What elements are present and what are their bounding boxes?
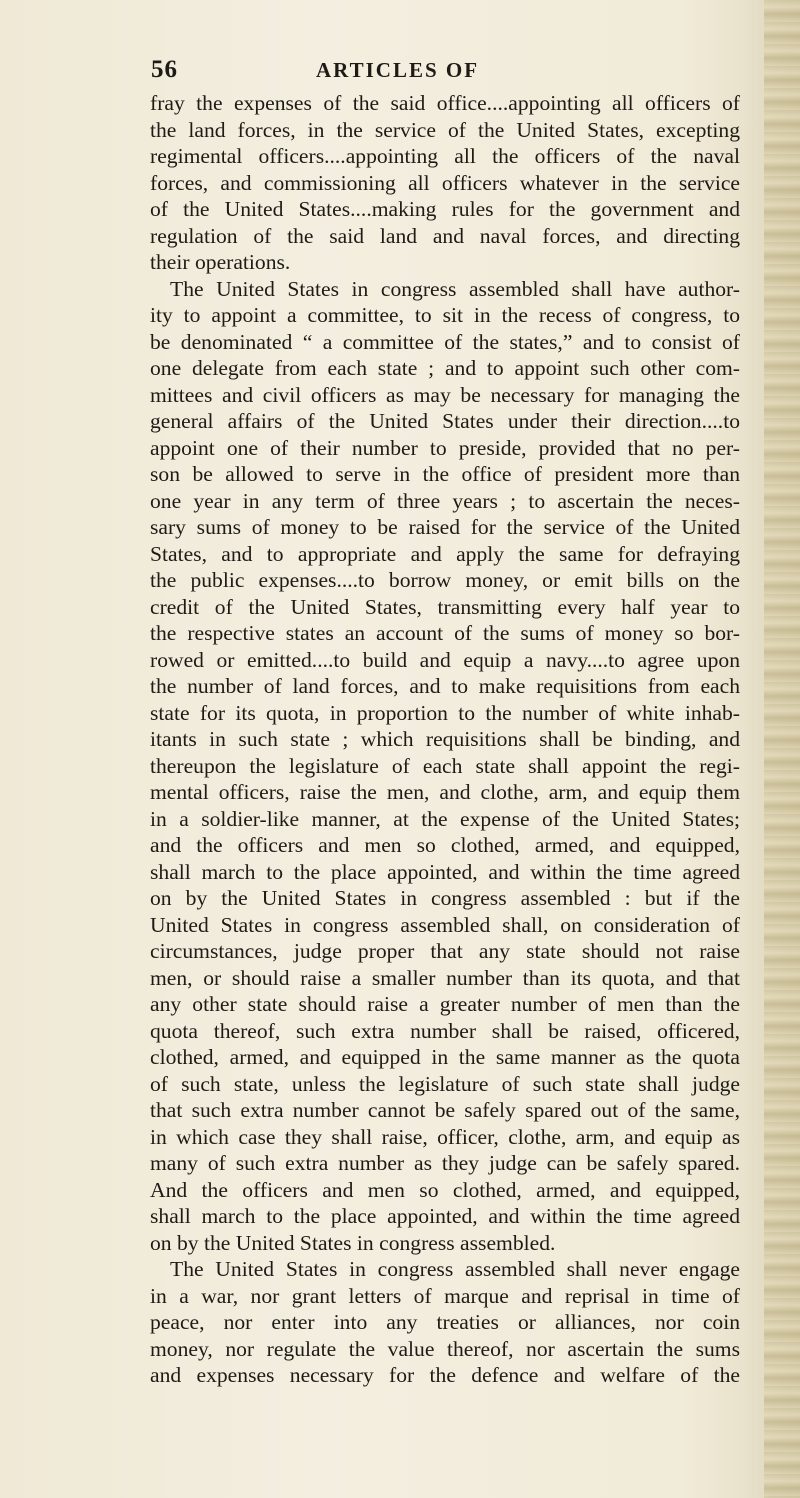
text-line: ity to appoint a committee, to sit in the recess of congress, to bbox=[150, 303, 740, 327]
text-line: the land forces, in the service of the United States, excepting bbox=[150, 117, 740, 142]
text-line: regimental officers....appointing all the officers of the naval bbox=[150, 144, 740, 168]
text-line: any other state should raise a greater number of men than the bbox=[150, 992, 740, 1016]
text-line: men, or should raise a smaller number than its quota, and that bbox=[150, 965, 740, 990]
text-line: States, and to appropriate and apply the same for defraying bbox=[150, 541, 740, 566]
text-line: The United States in congress assembled shall never engage bbox=[170, 1257, 740, 1281]
text-line: shall march to the place appointed, and within the time agreed bbox=[150, 1204, 740, 1228]
text-line: thereupon the legislature of each state shall appoint the regi- bbox=[150, 753, 740, 778]
text-line: general affairs of the United States under their direction....to bbox=[150, 409, 740, 433]
text-line: on by the United States in congress assembled. bbox=[150, 1230, 556, 1255]
text-line: itants in such state ; which requisitions shall be binding, and bbox=[150, 727, 740, 751]
text-line: mental officers, raise the men, and clothe, arm, and equip them bbox=[150, 780, 740, 804]
text-line: one delegate from each state ; and to appoint such other com- bbox=[150, 356, 740, 380]
text-line: United States in congress assembled shall, on consideration of bbox=[150, 912, 740, 937]
text-line: their operations. bbox=[150, 250, 291, 274]
text-line: and the officers and men so clothed, armed, and equipped, bbox=[150, 833, 740, 857]
text-line: many of such extra number as they judge can be safely spared. bbox=[150, 1151, 740, 1175]
text-line: forces, and commissioning all officers whatever in the service bbox=[150, 170, 740, 195]
page-number: 56 bbox=[151, 56, 178, 83]
text-line: state for its quota, in proportion to the number of white inhab- bbox=[150, 700, 740, 725]
text-line: And the officers and men so clothed, armed, and equipped, bbox=[150, 1177, 740, 1202]
text-line: quota thereof, such extra number shall be raised, officered, bbox=[150, 1018, 740, 1043]
text-line: circumstances, judge proper that any state should not raise bbox=[150, 939, 740, 963]
text-line: the respective states an account of the sums of money so bor- bbox=[150, 621, 740, 645]
text-line: clothed, armed, and equipped in the same manner as the quota bbox=[150, 1045, 740, 1069]
text-line: sary sums of money to be raised for the service of the United bbox=[150, 515, 740, 539]
running-head: ARTICLES OF bbox=[316, 58, 480, 82]
text-line: in which case they shall raise, officer, clothe, arm, and equip as bbox=[150, 1124, 740, 1149]
text-line: son be allowed to serve in the office of president more than bbox=[150, 462, 740, 486]
text-line: rowed or emitted....to build and equip a navy....to agree upon bbox=[150, 647, 740, 672]
body-text bbox=[150, 90, 740, 1389]
text-line: in a soldier-like manner, at the expense of the United States; bbox=[150, 806, 740, 831]
text-line: money, nor regulate the value thereof, nor ascertain the sums bbox=[150, 1336, 740, 1361]
text-line: and expenses necessary for the defence and welfare of the bbox=[150, 1363, 740, 1387]
text-line: shall march to the place appointed, and within the time agreed bbox=[150, 859, 740, 884]
text-line: the public expenses....to borrow money, or emit bills on the bbox=[150, 568, 740, 592]
text-line: on by the United States in congress assembled : but if the bbox=[150, 886, 740, 910]
text-line: one year in any term of three years ; to ascertain the neces- bbox=[150, 488, 740, 513]
text-line: of the United States....making rules for the government and bbox=[150, 197, 740, 221]
text-line: mittees and civil officers as may be necessary for managing the bbox=[150, 382, 740, 407]
text-line: the number of land forces, and to make requisitions from each bbox=[150, 674, 740, 698]
text-line: credit of the United States, transmitting every half year to bbox=[150, 594, 740, 619]
text-line: be denominated “ a committee of the states,” and to consist of bbox=[150, 329, 740, 354]
text-line: in a war, nor grant letters of marque and reprisal in time of bbox=[150, 1283, 740, 1308]
page-edge-shadow bbox=[764, 0, 800, 1498]
text-line: of such state, unless the legislature of such state shall judge bbox=[150, 1071, 740, 1096]
text-line: appoint one of their number to preside, provided that no per- bbox=[150, 435, 740, 460]
text-line: The United States in congress assembled shall have author- bbox=[170, 276, 740, 301]
text-line: regulation of the said land and naval forces, and directing bbox=[150, 223, 740, 248]
text-line: fray the expenses of the said office....appointing all officers of bbox=[150, 91, 740, 115]
text-line: that such extra number cannot be safely spared out of the same, bbox=[150, 1098, 740, 1122]
text-line: peace, nor enter into any treaties or alliances, nor coin bbox=[150, 1310, 740, 1334]
